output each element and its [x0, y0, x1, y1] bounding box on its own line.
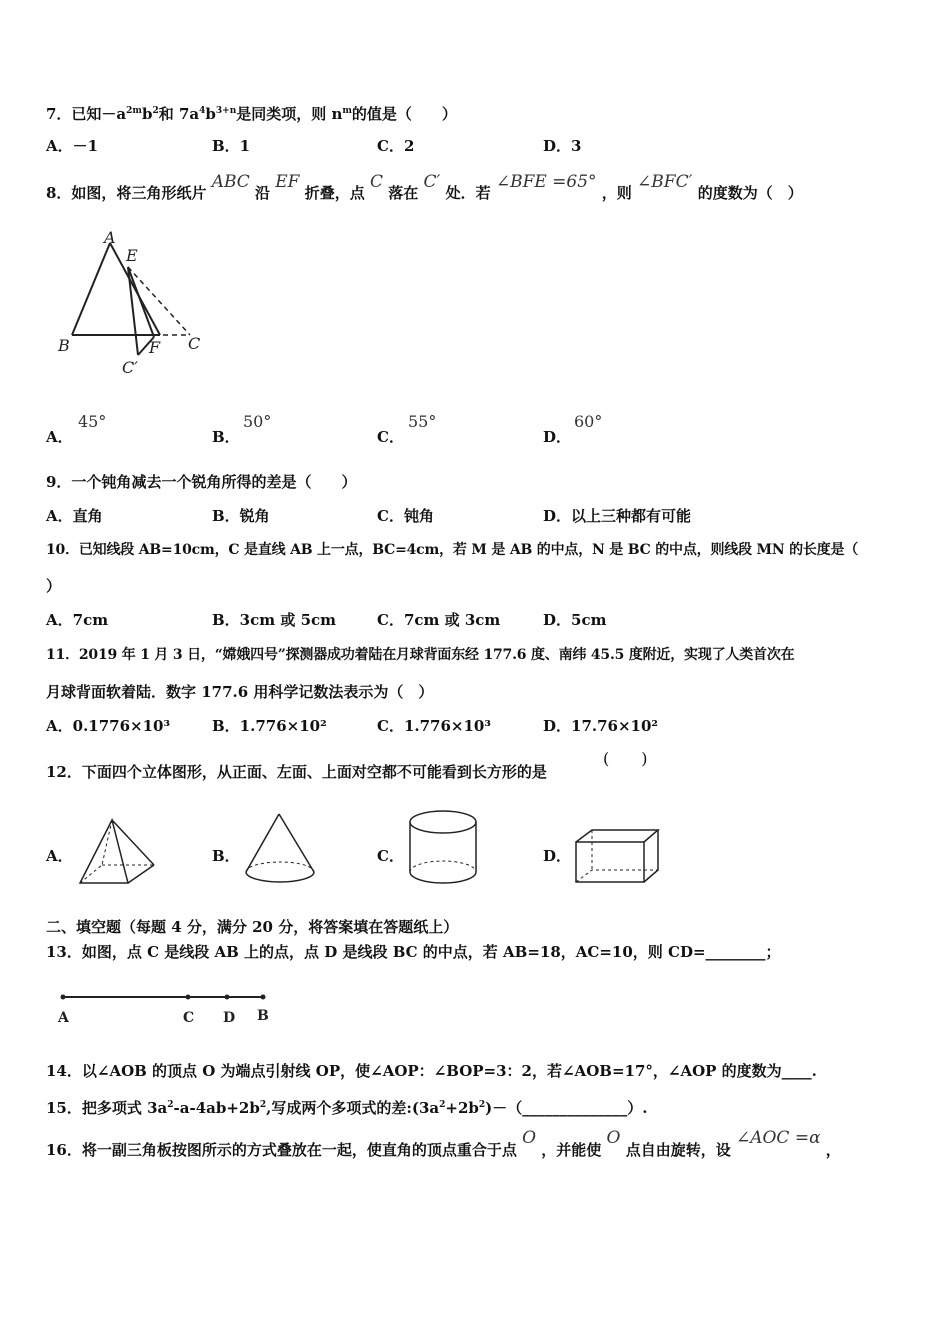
q10-stem: 10．已知线段 AB=10cm，C 是直线 AB 上一点，BC=4cm，若 M 是 AB 的中点，N 是 BC 的中点，则线段 MN 的长度是（ — [46, 542, 859, 558]
q11-option-d[interactable]: D．17.76×10² — [543, 717, 658, 735]
q7-stem: 7．已知$-a^{2m}b^2$和 $7a^4b^{3+n}$是同类项，则 $n^m$的值是（ ） — [46, 105, 457, 123]
q11-option-a[interactable]: A．0.1776×10³ — [46, 717, 171, 735]
q12-cuboid-figure — [574, 828, 664, 888]
q10-stem-cont: ） — [46, 577, 62, 595]
fig8-label-b: B — [58, 336, 70, 355]
q12-cone-figure — [242, 812, 322, 886]
q13-label-c: C — [183, 1010, 195, 1026]
q12-cylinder-figure — [408, 808, 482, 888]
q10-option-c[interactable]: C．7cm 或 3cm — [377, 611, 501, 629]
q9-option-b[interactable]: B．锐角 — [212, 507, 270, 525]
fig8-label-a: A — [104, 228, 116, 247]
fig8-label-c: C — [188, 334, 201, 353]
q12-option-c[interactable]: C． — [377, 847, 404, 865]
q12-paren: ( ) — [603, 749, 648, 768]
fig8-label-f: F — [149, 338, 161, 357]
q8-triangle-figure — [50, 225, 220, 385]
q9-stem: 9．一个钝角减去一个锐角所得的差是（ ） — [46, 473, 357, 491]
q8-option-b-value: 50° — [243, 412, 272, 431]
q7-option-a[interactable]: A．－1 — [46, 137, 99, 155]
q13-label-b: B — [257, 1008, 269, 1024]
q8-option-b[interactable]: B． — [212, 428, 240, 446]
q13-segment-figure — [55, 988, 275, 1028]
q11-option-b[interactable]: B．1.776×10² — [212, 717, 327, 735]
q12-option-b[interactable]: B． — [212, 847, 240, 865]
q9-option-c[interactable]: C．钝角 — [377, 507, 434, 525]
section2-title: 二、填空题（每题 4 分，满分 20 分，将答案填在答题纸上） — [46, 918, 459, 936]
point-b — [261, 995, 266, 1000]
q7-option-d[interactable]: D．3 — [543, 137, 582, 155]
q10-option-a[interactable]: A．7cm — [46, 611, 109, 629]
q10-option-b[interactable]: B．3cm 或 5cm — [212, 611, 337, 629]
q11-option-c[interactable]: C．1.776×10³ — [377, 717, 491, 735]
point-d — [225, 995, 230, 1000]
q8-option-a[interactable]: A． — [46, 428, 73, 446]
q7-option-c[interactable]: C．2 — [377, 137, 415, 155]
q12-pyramid-figure — [76, 815, 162, 887]
q11-stem-line1: 11．2019 年 1 月 3 日，“嫦娥四号”探测器成功着陆在月球背面东经 177.6 度、南纬 45.5 度附近，实现了人类首次在 — [46, 647, 795, 663]
q8-option-a-value: 45° — [78, 412, 107, 431]
q13-label-a: A — [58, 1010, 69, 1026]
q8-stem: 8．如图，将三角形纸片 ABC 沿 EF 折叠，点 C 落在 C′ 处．若 ∠BFE =65° ，则 ∠BFC′ 的度数为（ ） — [46, 172, 803, 202]
q8-option-c[interactable]: C． — [377, 428, 404, 446]
q10-option-d[interactable]: D．5cm — [543, 611, 607, 629]
q9-option-a[interactable]: A．直角 — [46, 507, 103, 525]
q13-label-d: D — [223, 1010, 236, 1026]
q14-stem: 14．以∠AOB 的顶点 O 为端点引射线 OP，使∠AOP：∠BOP=3：2，若∠AOB=17°，∠AOP 的度数为____. — [46, 1062, 817, 1080]
q11-stem-line2: 月球背面软着陆．数字 177.6 用科学记数法表示为（ ） — [46, 683, 434, 701]
fig8-label-e: E — [126, 246, 138, 265]
q12-stem: 12．下面四个立体图形，从正面、左面、上面对空都不可能看到长方形的是 — [46, 763, 547, 781]
point-c — [186, 995, 191, 1000]
q9-option-d[interactable]: D．以上三种都有可能 — [543, 507, 692, 525]
q16-stem: 16．将一副三角板按图所示的方式叠放在一起，使直角的顶点重合于点 O ，并能使 O 点自由旋转，设 ∠AOC =α ， — [46, 1128, 841, 1159]
q13-stem: 13．如图，点 C 是线段 AB 上的点，点 D 是线段 BC 的中点，若 AB=18，AC=10，则 CD=________； — [46, 943, 781, 961]
fig8-label-cprime: C′ — [122, 358, 138, 377]
q15-stem: 15．把多项式 $3a^2-a-4ab+2b^2$,写成两个多项式的差$:(3a^2+2b^2)-(\_\_\_\_\_\_\_\_\_\_\_\_\_\_)$. — [46, 1099, 648, 1117]
q12-option-d[interactable]: D． — [543, 847, 572, 865]
q12-option-a[interactable]: A． — [46, 847, 73, 865]
q8-option-d-value: 60° — [574, 412, 603, 431]
point-a — [61, 995, 66, 1000]
q8-option-d[interactable]: D． — [543, 428, 572, 446]
q7-option-b[interactable]: B．1 — [212, 137, 251, 155]
q8-option-c-value: 55° — [408, 412, 437, 431]
